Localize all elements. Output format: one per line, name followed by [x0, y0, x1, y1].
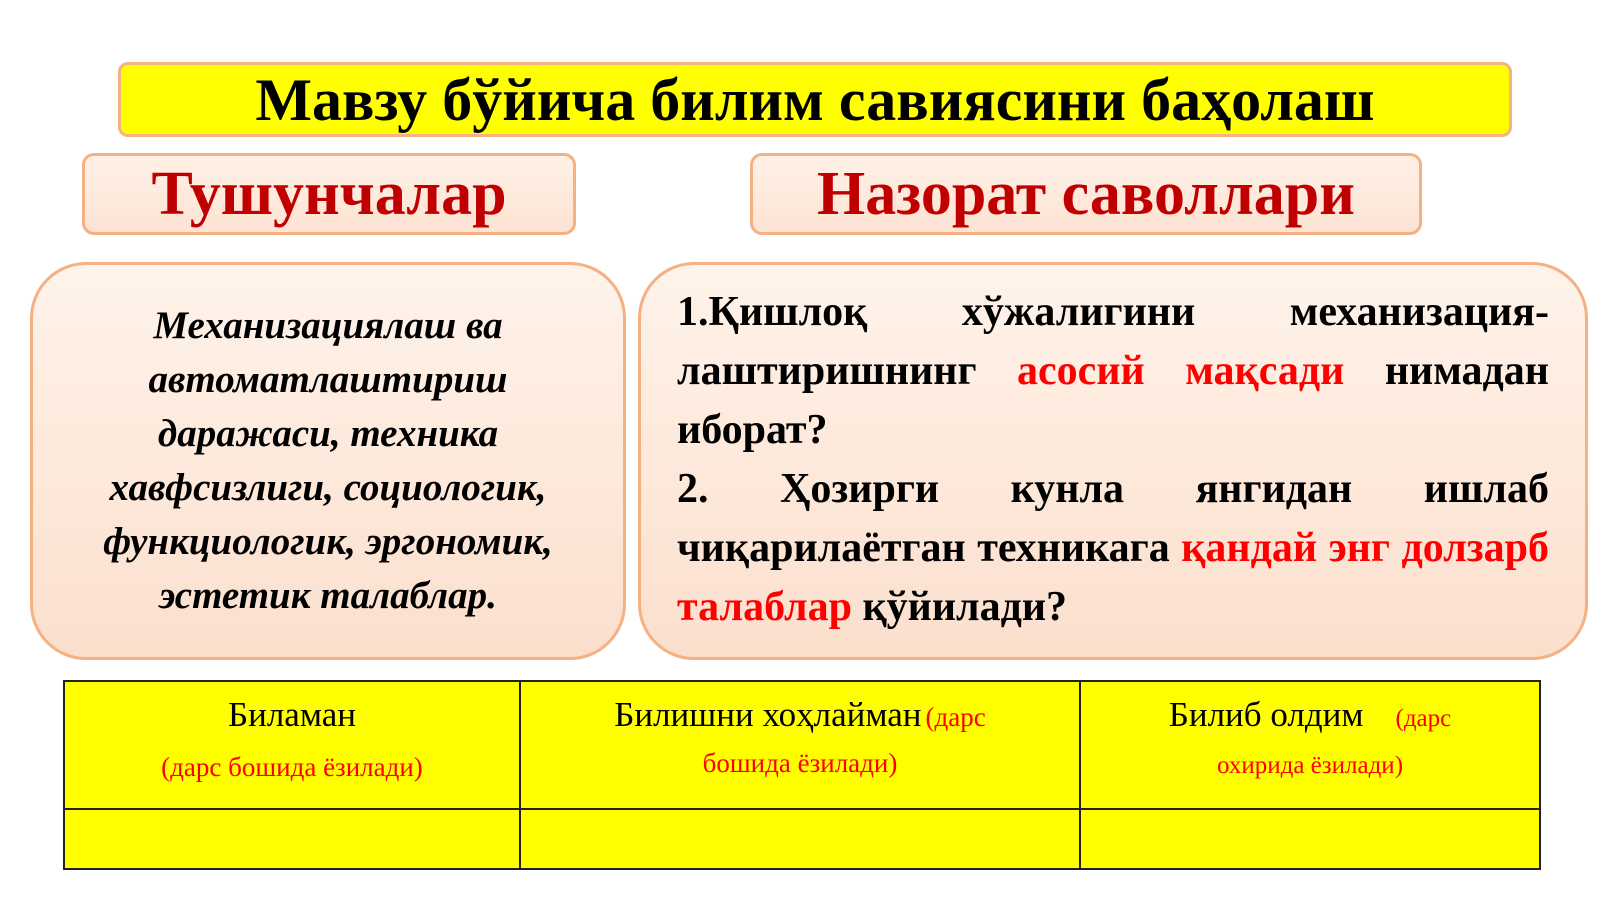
kwl-want-label: Билишни хоҳлайман — [614, 695, 922, 734]
kwl-know-label: Биламан — [227, 695, 356, 734]
kwl-know-note: (дарс бошида ёзилади) — [161, 752, 423, 782]
questions-panel — [638, 262, 1588, 660]
questions-heading: Назорат саволлари — [817, 160, 1355, 228]
concepts-text: Механизациялаш ва автоматлаштириш даражаси, техника хавфсизлиги, социологик, функциологик, эргономик, эстетик талаблар. — [103, 304, 553, 617]
kwl-learned-note: (дарс охирида ёзилади) — [1216, 705, 1452, 779]
kwl-header-want — [520, 681, 1080, 809]
kwl-want-note: (дарс бошида ёзилади) — [702, 702, 986, 778]
question-1-text-before: 1.Қишлоқ хўжалигини механизация-лаштиришнинг — [677, 289, 1549, 394]
slide-title-box — [118, 62, 1512, 137]
kwl-learned-label: Билиб олдим — [1168, 695, 1364, 734]
concepts-heading-box — [82, 153, 576, 235]
questions-heading-box — [750, 153, 1422, 235]
concepts-panel — [30, 262, 626, 660]
question-1 — [677, 283, 1549, 460]
slide-title: Мавзу бўйича билим савиясини баҳолаш — [255, 66, 1375, 133]
kwl-empty-row — [64, 809, 1540, 869]
kwl-header-know — [64, 681, 520, 809]
question-2 — [677, 460, 1549, 637]
question-2-text-after: қўйилади? — [851, 584, 1068, 630]
question-1-highlight: асосий мақсади — [1017, 348, 1345, 394]
kwl-header-row — [64, 681, 1540, 809]
question-2-highlight: қандай энг долзарб талаблар — [677, 525, 1549, 630]
kwl-header-learned — [1080, 681, 1540, 809]
kwl-cell-know[interactable] — [64, 809, 520, 869]
question-1-text-after: нимадан иборат? — [677, 348, 1549, 453]
question-2-text-before: 2. Ҳозирги кунла янгидан ишлаб чиқарилаётган техникага — [677, 466, 1549, 571]
kwl-table — [63, 680, 1541, 870]
kwl-cell-learned[interactable] — [1080, 809, 1540, 869]
kwl-cell-want[interactable] — [520, 809, 1080, 869]
concepts-heading: Тушунчалар — [151, 160, 507, 228]
